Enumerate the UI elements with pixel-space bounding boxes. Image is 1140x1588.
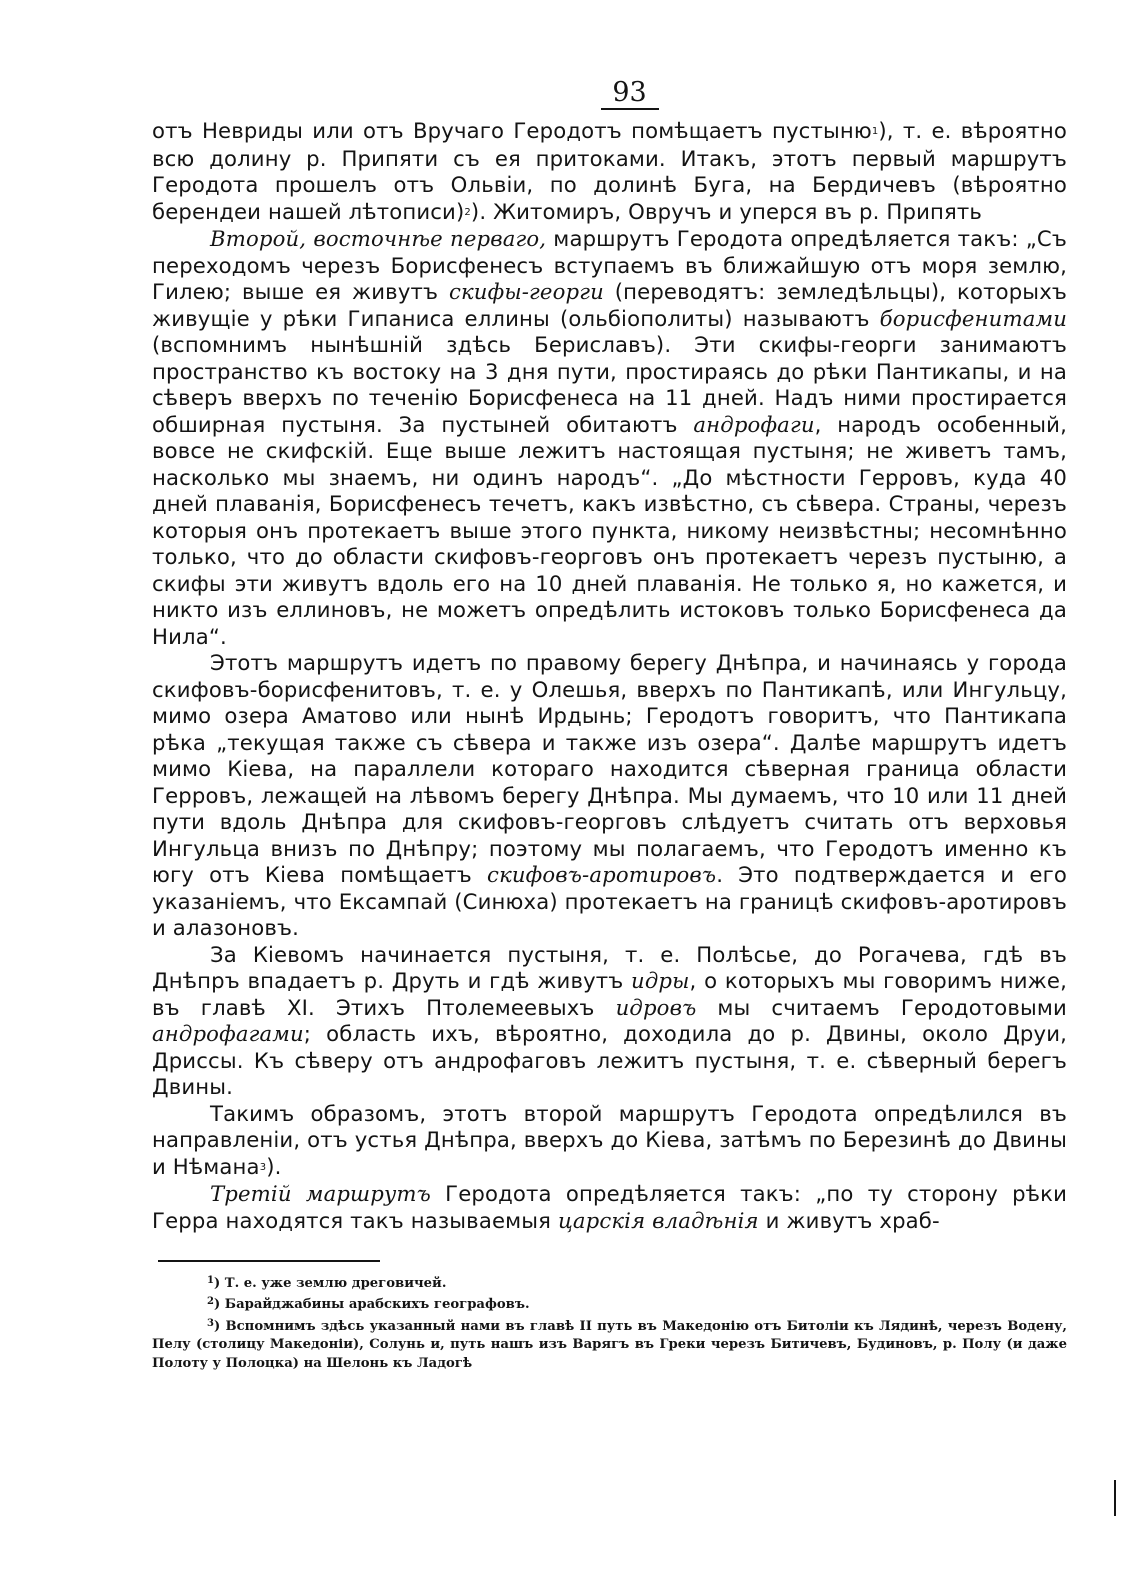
footnote-text: ) Т. е. уже землю дреговичей. (213, 1275, 447, 1291)
paragraph (152, 118, 1067, 226)
footnote-reference: 3 (259, 1161, 267, 1173)
text-run: маршрутъ Геродота опредѣляется такъ: „Съ переходомъ черезъ Борисфенесъ вступаемъ въ ближайшую отъ моря землю, Гилею; выше ея живутъ (152, 226, 1067, 304)
footnote (152, 1272, 1067, 1294)
body-text (152, 118, 1067, 1234)
footnote-mark: 1 (207, 1274, 214, 1286)
text-run: мы считаемъ Геродотовыми (696, 994, 1067, 1020)
text-run: Геродота опредѣляется такъ: „по ту сторону рѣки Герра находятся такъ называемыя (152, 1181, 1067, 1233)
footnote-reference: 1 (871, 126, 879, 137)
footnote-separator (158, 1260, 380, 1262)
footnote-mark: 3 (207, 1317, 214, 1329)
paragraph (152, 1101, 1067, 1182)
italic-term: скифы-георги (448, 279, 604, 304)
italic-term: идры (631, 968, 690, 993)
text-run: , народъ особенный, вовсе не скифскій. Еще выше лежитъ настоящая пустыня; не живетъ тамъ, насколько мы знаемъ, ни одинъ народъ“. „До мѣстности Герровъ, куда 40 дней плаванія, Борисфенесъ течетъ, какъ извѣстно, съ сѣвера. Страны, черезъ которыя онъ протекаетъ выше этого пункта, никому неизвѣстны; несомнѣнно только, что до области скифовъ-георговъ онъ протекаетъ черезъ пустыню, а скифы эти живутъ вдоль его на 10 дней плаванія. Не только я, но кажется, и никто изъ еллиновъ, не можетъ опредѣлить истоковъ только Борисфенеса да Нила“. (152, 411, 1067, 649)
text-run: ). (266, 1153, 282, 1179)
text-run: Такимъ образомъ, этотъ второй маршрутъ Геродота опредѣлился въ направленіи, отъ устья Днѣпра, вверхъ до Кіева, затѣмъ по Березинѣ до Двины и Нѣмана (152, 1100, 1067, 1179)
italic-term: идровъ (615, 994, 697, 1020)
text-run: За Кіевомъ начинается пустыня, т. е. Полѣсье, до Рогачева, гдѣ въ Днѣпръ впадаетъ р. Друть и гдѣ живутъ (152, 941, 1067, 993)
text-run: , о которыхъ мы говоримъ ниже, въ главѣ XI. Этихъ Птолемеевыхъ (152, 968, 1067, 1020)
footnote-text: ) Барайджабины арабскихъ географовъ. (213, 1297, 530, 1312)
text-run: (переводятъ: земледѣльцы), которыхъ живущіе у рѣки Гипаниса еллины (ольбіополиты) называютъ (152, 279, 1067, 331)
footnote (152, 1293, 1067, 1315)
text-run: Этотъ маршрутъ идетъ по правому берегу Днѣпра, и начинаясь у города скифовъ-борисфенитовъ, т. е. у Олешья, вверхъ по Пантикапѣ, или Ингульцу, мимо озера Аматово или нынѣ Ирдынь; Геродотъ говоритъ, что Пантикапа рѣка „текущая также съ сѣвера и также изъ озера“. Далѣе маршрутъ идетъ мимо Кіева, на параллели котораго находится сѣверная граница области Герровъ, лежащей на лѣвомъ берегу Днѣпра. Мы думаемъ, что 10 или 11 дней пути вдоль Днѣпра для скифовъ-георговъ слѣдуетъ считать отъ верховья Ингульца внизъ по Днѣпру; поэтому мы полагаемъ, что Геродотъ именно къ югу отъ Кіева помѣщаетъ (152, 650, 1067, 887)
italic-term: андрофаги (693, 411, 815, 437)
italic-term: Третій маршрутъ (210, 1181, 431, 1206)
paragraph (152, 1181, 1067, 1234)
text-run: ). Житомиръ, Овручъ и уперся въ р. Припять (470, 198, 983, 224)
text-run: (вспомнимъ нынѣшній здѣсь Бериславъ). Эти скифы-георги занимаютъ пространство къ востоку на 3 дня пути, простираясь до рѣки Пантикапы, и на сѣверъ вверхъ по теченію Борисфенеса на 11 дней. Надъ ними простирается обширная пустыня. За пустыней обитаютъ (152, 332, 1067, 437)
paragraph (152, 226, 1067, 650)
footnote-mark: 2 (207, 1296, 214, 1307)
footnote-reference: 2 (464, 206, 471, 218)
italic-term: скифовъ-аротировъ (487, 862, 717, 887)
italic-term: андрофагами (152, 1021, 304, 1046)
italic-term: Второй, восточнѣе перваго, (210, 226, 547, 251)
margin-mark (1114, 1480, 1116, 1516)
book-page (152, 78, 1067, 1373)
footnote-text: ) Вспомнимъ здѣсь указанный нами въ главѣ II путь въ Македонію отъ Битоліи къ Лядинѣ, черезъ Водену, Пелу (столицу Македоніи), Солунь и, путь нашъ изъ Варягъ въ Греки черезъ Битичевъ, Будиновъ, р. Полу (и даже Полоту у Полоцка) на Шелонь къ Ладогѣ (152, 1318, 1067, 1371)
italic-term: борисфенитами (879, 305, 1067, 331)
text-run: ), т. е. вѣроятно всю долину р. Припяти съ ея притоками. Итакъ, этотъ первый маршрутъ Геродота прошелъ отъ Ольвіи, по долинѣ Буга, на Бердичевъ (вѣроятно берендеи нашей лѣтописи) (152, 118, 1067, 224)
page-number-underline (601, 108, 659, 110)
paragraph (152, 942, 1067, 1101)
text-run: ; область ихъ, вѣроятно, доходила до р. Двины, около Друи, Дриссы. Къ сѣверу отъ андрофаговъ лежитъ пустыня, т. е. сѣверный берегъ Двины. (152, 1021, 1067, 1099)
paragraph (152, 650, 1067, 942)
text-run: отъ Невриды или отъ Вручаго Геродотъ помѣщаетъ пустыню (152, 118, 872, 143)
page-number: 93 (612, 77, 647, 108)
footnotes (152, 1272, 1067, 1374)
text-run: и живутъ храб- (758, 1207, 940, 1233)
italic-term: царскія владѣнія (557, 1207, 759, 1233)
footnote (152, 1315, 1067, 1374)
text-run: . Это подтверждается и его указаніемъ, что Ексампай (Синюха) протекаетъ на границѣ скифовъ-аротировъ и алазоновъ. (152, 862, 1067, 940)
